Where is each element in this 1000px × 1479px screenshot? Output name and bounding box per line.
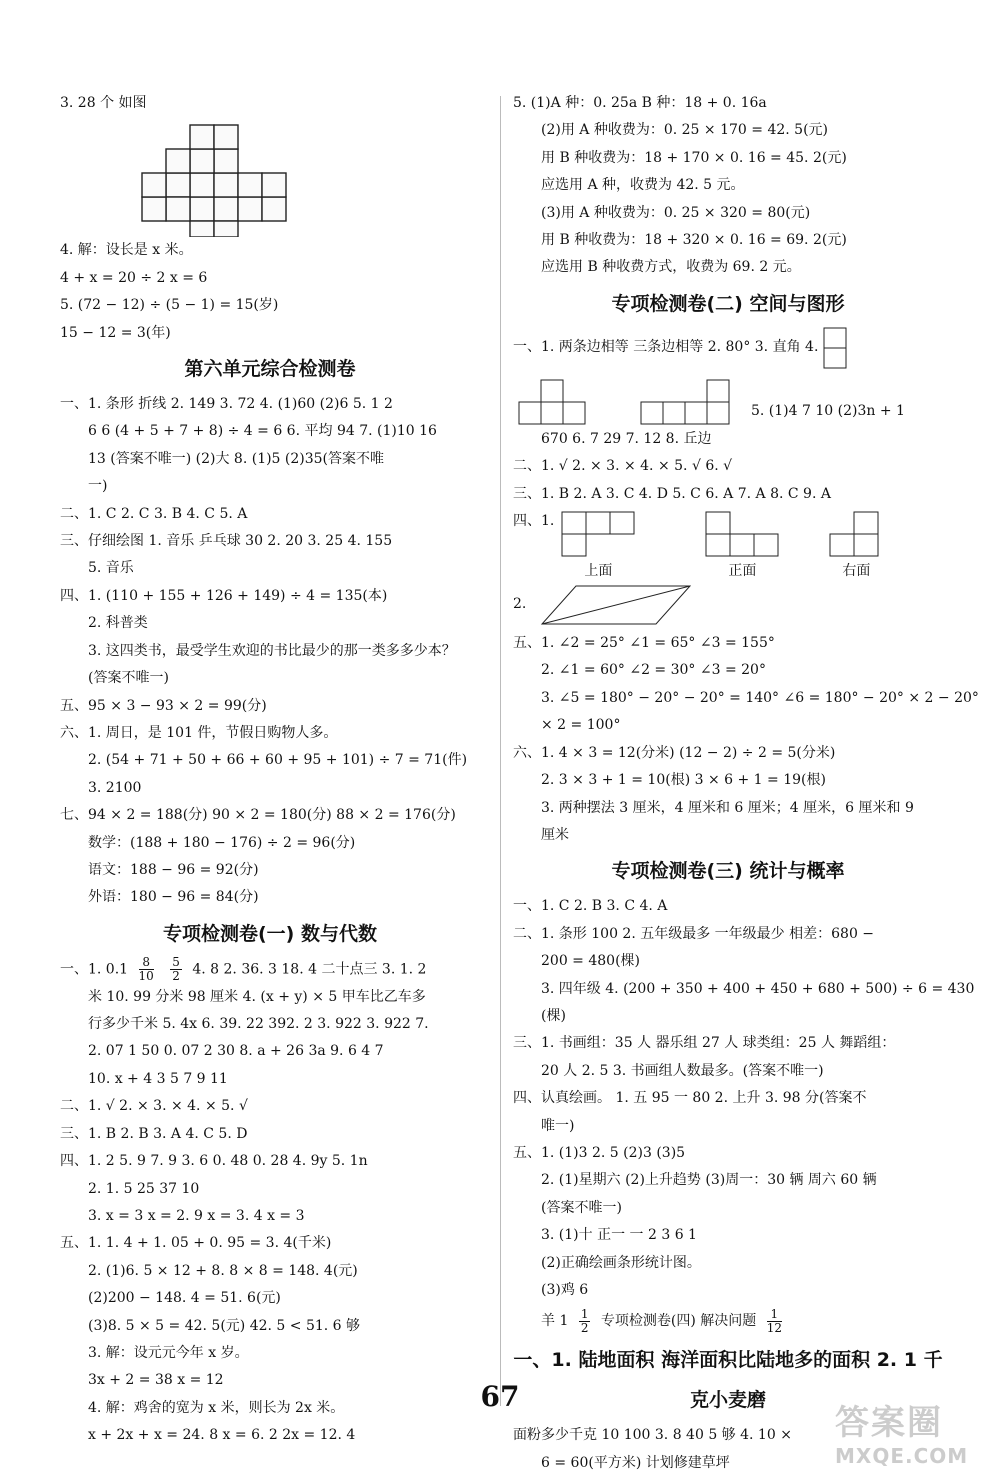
answer-line <box>513 326 943 370</box>
answer-line: 6 6 (4 + 5 + 7 + 8) ÷ 4 = 6 6. 平均 94 7. (1)10 16 <box>88 423 437 440</box>
section-heading: 第六单元综合检测卷 <box>184 358 356 381</box>
view-figures <box>513 508 943 580</box>
answer-line: 2. (54 + 71 + 50 + 66 + 60 + 95 + 101) ÷ 7 = 71(件) <box>88 752 468 769</box>
answer-line: 四、1. (110 + 155 + 126 + 149) ÷ 4 = 135(本) <box>60 587 388 604</box>
answer-line: (3)用 A 种收费为：0. 25 × 320 = 80(元) <box>541 204 811 221</box>
logo-cn-text: 答案圈 <box>835 1403 943 1443</box>
answer-line: 2. (1)星期六 (2)上升趋势 (3)周一：30 辆 周六 60 辆 <box>541 1172 877 1189</box>
answer-line: 2. (1)6. 5 × 12 + 8. 8 × 8 = 148. 4(元) <box>88 1262 358 1279</box>
answer-text: 羊 1 <box>541 1313 569 1330</box>
section-heading: 专项检测卷(一) 数与代数 <box>163 922 377 945</box>
answer-line <box>513 370 943 426</box>
left-column <box>60 90 480 1450</box>
answer-line: 二、1. √ 2. × 3. × 4. × 5. √ 6. √ <box>513 458 733 475</box>
section-heading: 专项检测卷(二) 空间与图形 <box>611 292 845 315</box>
answer-line: 3. 这四类书，最受学生欢迎的书比最少的那一类多多少本？ <box>88 642 456 659</box>
answer-line: 二、1. 条形 100 2. 五年级最多 一年级最少 相差：680 − <box>513 925 875 942</box>
answer-line: 3. ∠5 = 180° − 20° − 20° = 140° ∠6 = 180° − 20° × 2 − 20° <box>541 689 979 706</box>
right-view-svg <box>826 508 886 560</box>
answer-line: 13 (答案不唯一) (2)大 8. (1)5 (2)35(答案不唯 <box>88 450 385 467</box>
answer-line: 3. 两种摆法 3 厘米，4 厘米和 6 厘米；4 厘米，6 厘米和 9 <box>541 799 914 816</box>
answer-line: (棵) <box>541 1007 566 1024</box>
answer-line: × 2 = 100° <box>541 717 621 734</box>
page-number: 67 <box>480 1380 520 1413</box>
answer-line: 3. 28 个 如图 <box>60 95 147 111</box>
answer-line: 2. 1. 5 25 37 10 <box>88 1180 200 1197</box>
answer-line: 4 + x = 20 ÷ 2 x = 6 <box>60 269 208 286</box>
answer-line: 外语：180 − 96 = 84(分) <box>88 889 259 906</box>
answer-line: 3. 四年级 4. (200 + 350 + 400 + 450 + 680 + 500) ÷ 6 = 430 <box>541 980 975 997</box>
answer-line: 2. 3 × 3 + 1 = 10(根) 3 × 6 + 1 = 19(根) <box>541 772 826 789</box>
denominator: 10 <box>138 968 154 983</box>
answer-line <box>60 956 480 984</box>
top-view-svg <box>558 508 638 560</box>
cube-stack-svg <box>60 117 320 237</box>
answer-line: 二、1. C 2. C 3. B 4. C 5. A <box>60 505 248 522</box>
numerator: 8 <box>139 956 154 970</box>
parallelogram-figure <box>536 582 696 628</box>
answer-text: 5. (1)4 7 10 (2)3n + 1 <box>751 403 905 420</box>
answer-line: x + 2x + x = 24. 8 x = 6. 2 2x = 12. 4 <box>88 1427 356 1444</box>
numerator: 1 <box>767 1308 782 1322</box>
fraction <box>767 1308 782 1335</box>
block-view-figure-1 <box>513 376 613 426</box>
answer-line: 5. (1)A 种：0. 25a B 种：18 + 0. 16a <box>513 95 767 111</box>
answer-line: 4. 解：鸡舍的宽为 x 米，则长为 2x 米。 <box>88 1399 345 1416</box>
answer-line: 五、1. (1)3 2. 5 (2)3 (3)5 <box>513 1144 686 1161</box>
answer-line: (2)正确绘画条形统计图。 <box>541 1254 701 1271</box>
answer-line: 五、1. 1. 4 + 1. 05 + 0. 95 = 3. 4(千米) <box>60 1235 332 1252</box>
numerator: 5 <box>172 954 180 969</box>
answer-line: (2)200 − 148. 4 = 51. 6(元) <box>88 1290 281 1307</box>
answer-text: 一、1. 两条边相等 三条边相等 2. 80° 3. 直角 4. <box>513 339 819 356</box>
answer-line: 用 B 种收费为：18 + 170 × 0. 16 = 45. 2(元) <box>541 149 847 166</box>
answer-line: 一、1. C 2. B 3. C 4. A <box>513 898 668 915</box>
answer-line: 三、1. B 2. B 3. A 4. C 5. D <box>60 1125 248 1142</box>
answer-line: 数学：(188 + 180 − 176) ÷ 2 = 96(分) <box>88 834 356 851</box>
answer-line: 六、1. 4 × 3 = 12(分米) (12 − 2) ÷ 2 = 5(分米) <box>513 744 836 761</box>
cube-stack-figure <box>60 117 480 237</box>
answer-line: 三、仔细绘图 1. 音乐 乒乓球 30 2. 20 3. 25 4. 155 <box>60 533 393 550</box>
answer-line: 米 10. 99 分米 98 厘米 4. (x + y) × 5 甲车比乙车多 <box>88 988 426 1005</box>
front-view <box>702 508 782 580</box>
block-view-figure-2 <box>635 376 745 426</box>
denominator: 2 <box>580 1320 589 1335</box>
answer-text: 专项检测卷(四) 解决问题 <box>600 1313 757 1330</box>
denominator: 2 <box>172 968 180 983</box>
answer-line: 语文：188 − 96 = 92(分) <box>88 861 259 878</box>
logo-en-text: MXQE.COM <box>835 1444 969 1468</box>
answer-line: 唯一) <box>541 1117 575 1134</box>
fraction <box>579 1308 591 1335</box>
answer-line: 670 6. 7 29 7. 12 8. 丘边 <box>541 430 712 447</box>
answer-line: 3. x = 3 x = 2. 9 x = 3. 4 x = 3 <box>88 1207 305 1224</box>
parallelogram-row <box>513 580 943 630</box>
section-heading: 专项检测卷(三) 统计与概率 <box>611 860 845 883</box>
answer-line: 五、1. ∠2 = 25° ∠1 = 65° ∠3 = 155° <box>513 635 775 652</box>
right-view <box>826 508 886 580</box>
answer-line: 5. (72 − 12) ÷ (5 − 1) = 15(岁) <box>60 297 279 314</box>
answer-line: 用 B 种收费为：18 + 320 × 0. 16 = 69. 2(元) <box>541 232 847 249</box>
answer-line: 3. (1)十 正一 一 2 3 6 1 <box>541 1227 697 1244</box>
answer-line: 三、1. B 2. A 3. C 4. D 5. C 6. A 7. A 8. C 9. A <box>513 485 831 502</box>
answer-line: 六、1. 周日，是 101 件，节假日购物人多。 <box>60 724 338 741</box>
answer-line: 2. ∠1 = 60° ∠2 = 30° ∠3 = 20° <box>541 662 766 679</box>
answer-line: 3. 解：设元元今年 x 岁。 <box>88 1344 249 1361</box>
column-divider <box>500 96 501 1406</box>
answer-line: (2)用 A 种收费为：0. 25 × 170 = 42. 5(元) <box>541 122 828 139</box>
answer-line: 二、1. √ 2. × 3. × 4. × 5. √ <box>60 1098 248 1115</box>
answer-line: 15 − 12 = 3(年) <box>60 324 171 341</box>
right-view-caption: 右面 <box>842 563 871 580</box>
right-column <box>513 90 979 1477</box>
watermark-logo <box>835 1395 985 1470</box>
square-net-figure <box>822 326 848 370</box>
answer-line: 3x + 2 = 38 x = 12 <box>88 1372 224 1389</box>
answer-line: 4. 解：设长是 x 米。 <box>60 242 193 259</box>
top-view-caption: 上面 <box>584 563 613 580</box>
answer-text: 4. 8 2. 36. 3 18. 4 二十点三 3. 1. 2 <box>192 961 427 978</box>
fraction <box>170 956 182 983</box>
answer-line: 三、1. 书画组：35 人 器乐组 27 人 球类组：25 人 舞蹈组： <box>513 1035 896 1052</box>
answer-line: 五、95 × 3 − 93 × 2 = 99(分) <box>60 697 267 714</box>
answer-line: 行多少千米 5. 4x 6. 39. 22 392. 2 3. 922 3. 922 7. <box>88 1016 429 1033</box>
answer-line: 2. 科普类 <box>88 615 148 632</box>
answer-line: (3)鸡 6 <box>541 1282 589 1298</box>
front-view-svg <box>702 508 782 560</box>
answer-text: 2. <box>513 596 527 613</box>
answer-line: 厘米 <box>541 826 569 843</box>
answer-text: 四、1. <box>513 513 555 530</box>
answer-line: (3)8. 5 × 5 = 42. 5(元) 42. 5 < 51. 6 够 <box>88 1317 361 1334</box>
answer-line: 200 = 480(棵) <box>541 953 640 970</box>
answer-line: 3. 2100 <box>88 779 142 796</box>
answer-line: 5. 音乐 <box>88 560 134 577</box>
fraction <box>139 956 154 983</box>
answer-line: 四、认真绘画。 1. 五 95 一 80 2. 上升 3. 98 分(答案不 <box>513 1090 867 1107</box>
answer-line: 一、1. 条形 折线 2. 149 3. 72 4. (1)60 (2)6 5. 1 2 <box>60 396 393 413</box>
answer-line: 应选用 A 种，收费为 42. 5 元。 <box>541 177 745 194</box>
answer-line: (答案不唯一) <box>541 1199 622 1216</box>
answer-line: (答案不唯一) <box>88 670 169 687</box>
answer-line: 20 人 2. 5 3. 书画组人数最多。(答案不唯一) <box>541 1062 824 1079</box>
answer-line: 七、94 × 2 = 188(分) 90 × 2 = 180(分) 88 × 2 = 176(分) <box>60 807 456 824</box>
section-heading: 一、1. 陆地面积 海洋面积比陆地多的面积 2. 1 千克小麦磨 <box>513 1349 943 1412</box>
answer-line: 10. x + 4 3 5 7 9 11 <box>88 1070 228 1087</box>
denominator: 12 <box>766 1320 783 1335</box>
answer-text: 一、1. 0.1 <box>60 961 129 978</box>
answer-line: 6 = 60(平方米) 计划修建草坪 <box>541 1454 730 1471</box>
answer-line: 一) <box>88 478 108 495</box>
answer-line: 面粉多少千克 10 100 3. 8 40 5 够 4. 10 × <box>513 1427 792 1444</box>
numerator: 1 <box>580 1306 589 1321</box>
answer-line <box>513 1304 943 1338</box>
front-view-caption: 正面 <box>728 563 757 580</box>
three-view-row <box>558 508 886 580</box>
answer-line: 四、1. 2 5. 9 7. 9 3. 6 0. 48 0. 28 4. 9y 5. 1n <box>60 1153 368 1170</box>
answer-line: 应选用 B 种收费方式，收费为 69. 2 元。 <box>541 259 801 276</box>
top-view <box>558 508 638 580</box>
answer-line: 2. 07 1 50 0. 07 2 30 8. a + 26 3a 9. 6 4 7 <box>88 1043 384 1060</box>
